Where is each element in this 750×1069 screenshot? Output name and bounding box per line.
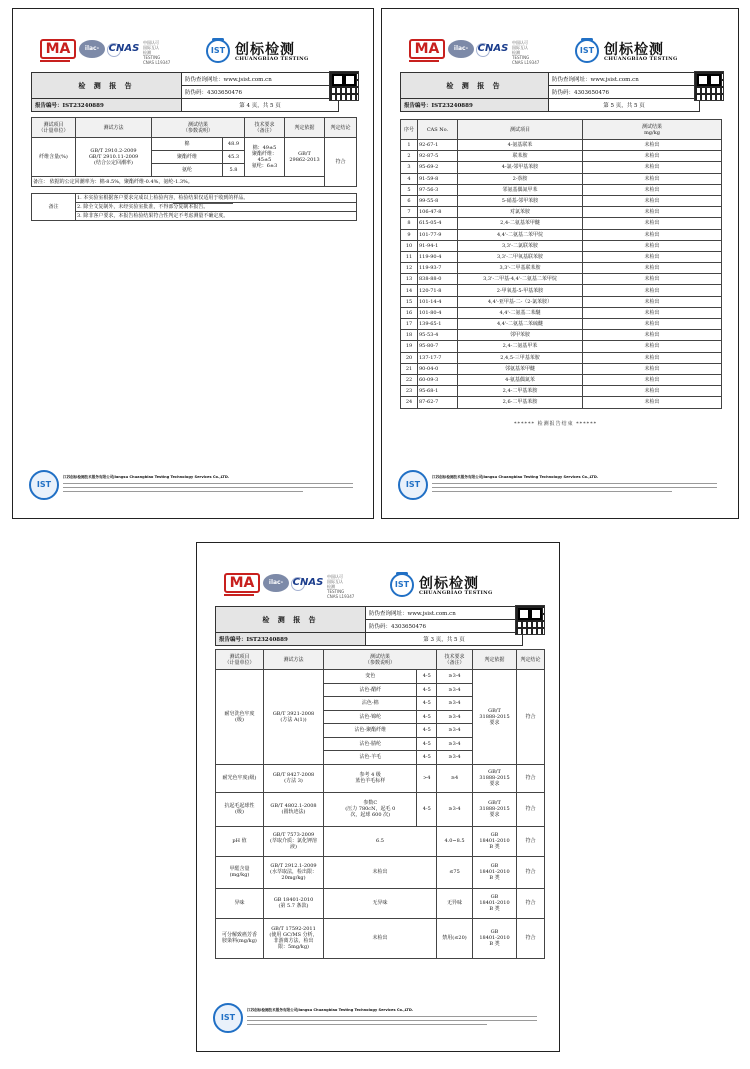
cell-name: 邻氨基偶氮甲苯	[458, 184, 583, 195]
cell-label: 沾色-棉	[324, 697, 417, 711]
test-item: 纤维含量(%)	[32, 138, 76, 177]
ist-logo-icon: IST	[390, 573, 414, 597]
cell-name: 3,3'-二甲氧基联苯胺	[458, 251, 583, 262]
table-row	[401, 363, 722, 374]
company-name-en: CHUANGBIAO TESTING	[419, 590, 493, 596]
qr-code	[515, 605, 545, 635]
cell-req: ≥3-4	[437, 683, 473, 697]
cell-req: ≥3-4	[437, 751, 473, 765]
cell-cas: 139-65-1	[418, 319, 458, 330]
cell-cas: 101-77-9	[418, 229, 458, 240]
footer-company: 江苏创标检测技术服务有限公司Jiangsu Chuangbiao Testing Technology Services Co.,LTD.	[63, 475, 230, 479]
cell-value: 4-5	[417, 751, 437, 765]
cell-cas: 92-67-1	[418, 140, 458, 151]
cell-no: 8	[401, 218, 418, 229]
cnas-caption: 中国认可 国际互认 检测 TESTING CNAS L19347	[512, 40, 540, 65]
cell-result: 未检出	[583, 218, 722, 229]
cell-name: 2-萘胺	[458, 173, 583, 184]
conclusion: 符合	[517, 792, 545, 826]
table-row	[401, 386, 722, 397]
table-row	[401, 184, 722, 195]
cell-name: 4-氯-邻甲基苯胺	[458, 162, 583, 173]
report-page-5	[381, 8, 739, 519]
cell-name: 2,6-二甲基苯胺	[458, 397, 583, 408]
requirement: 棉：49±5 聚酯纤维： 45±5 氨纶：6±3	[245, 138, 285, 177]
cell-value: 4-5	[417, 737, 437, 751]
footer-line	[247, 1020, 537, 1021]
cnas-caption: 中国认可 国际互认 检测 TESTING CNAS L19347	[327, 574, 355, 599]
footer-line	[247, 1016, 537, 1017]
cell-cas: 119-90-4	[418, 251, 458, 262]
param: 参数C (压力 780cN，起毛 0 次，起球 600 次)	[324, 792, 417, 826]
cell-cas: 95-68-1	[418, 386, 458, 397]
cell-result: 未检出	[583, 397, 722, 408]
fiber-value: 5.8	[223, 164, 245, 177]
test-method: GB/T 17592-2011 (使用 GC/MS 分析， 非游离方法，检出 限：5mg/kg)	[264, 918, 324, 958]
cell-label: 沾色-锦纶	[324, 710, 417, 724]
cell-cas: 92-87-5	[418, 151, 458, 162]
basis: GB 18401-2010 B 类	[473, 826, 517, 856]
col-header: 测试项目 （计量单位）	[216, 650, 264, 670]
table-row	[401, 274, 722, 285]
company-name-en: CHUANGBIAO TESTING	[604, 56, 678, 62]
requirement: 4.0~8.5	[437, 826, 473, 856]
cell-req: ≥3-4	[437, 737, 473, 751]
cell-result: 未检出	[583, 296, 722, 307]
cell-value: 4-5	[417, 697, 437, 711]
ilac-mra-logo: ilac-MRA	[448, 40, 474, 58]
fiber-content-table	[31, 117, 357, 221]
cell-result: 未检出	[583, 307, 722, 318]
company-name-cn: 创标检测	[604, 42, 664, 58]
page-number: 第 5 页，共 5 页	[549, 99, 700, 112]
cell-value: 4-5	[417, 724, 437, 738]
requirement: ≥4	[437, 764, 473, 792]
page-header	[382, 9, 738, 70]
report-info-table	[400, 72, 700, 112]
table-row	[401, 285, 722, 296]
result: 6.5	[324, 826, 437, 856]
page-number: 第 4 页，共 5 页	[182, 99, 339, 112]
azo-amine-table	[400, 119, 722, 409]
cell-cas: 90-04-0	[418, 363, 458, 374]
company-name-cn: 创标检测	[235, 42, 295, 58]
report-title: 检 测 报 告	[216, 607, 366, 633]
cell-result: 未检出	[583, 240, 722, 251]
physical-chemical-table	[215, 649, 545, 959]
cnas-logo: CNAS	[107, 39, 141, 59]
cell-cas: 101-14-4	[418, 296, 458, 307]
cell-name: 2,4-二氨基甲苯	[458, 341, 583, 352]
table-row	[401, 195, 722, 206]
cell-no: 21	[401, 363, 418, 374]
col-header: 测试方法	[264, 650, 324, 670]
ilac-mra-logo: ilac-MRA	[79, 40, 105, 58]
report-page-4	[12, 8, 374, 519]
footer-line	[63, 483, 353, 484]
cell-no: 4	[401, 173, 418, 184]
basis: GB 18401-2010 B 类	[473, 918, 517, 958]
cell-label: 沾色-腈纶	[324, 737, 417, 751]
result: >4	[417, 764, 437, 792]
requirement: 禁用(≤20)	[437, 918, 473, 958]
test-item: 异味	[216, 888, 264, 918]
requirement: 无异味	[437, 888, 473, 918]
footer-line	[63, 487, 353, 488]
cell-no: 17	[401, 319, 418, 330]
cell-no: 19	[401, 341, 418, 352]
footer-line	[432, 483, 717, 484]
cell-cas: 97-56-3	[418, 184, 458, 195]
col-header: CAS No.	[418, 120, 458, 140]
conclusion: 符合	[517, 670, 545, 765]
cell-name: 2-甲氧基-5-甲基苯胺	[458, 285, 583, 296]
table-row	[401, 140, 722, 151]
col-header: 判定结论	[517, 650, 545, 670]
cell-name: 2,4-二氨基苯甲醚	[458, 218, 583, 229]
test-item: 抗起毛起球性 (级)	[216, 792, 264, 826]
cnas-logo: CNAS	[291, 573, 325, 593]
page-footer	[394, 470, 724, 504]
logo-underline	[224, 594, 254, 596]
cell-label: 沾色-羊毛	[324, 751, 417, 765]
conclusion: 符合	[517, 888, 545, 918]
col-header: 测试结果 mg/kg	[583, 120, 722, 140]
requirement: ≤75	[437, 856, 473, 888]
cell-cas: 101-80-4	[418, 307, 458, 318]
requirement: ≥3-4	[437, 792, 473, 826]
cell-name: 3,3'-二氯联苯胺	[458, 240, 583, 251]
col-header: 测试项目	[458, 120, 583, 140]
report-title: 检 测 报 告	[401, 73, 549, 99]
cell-cas: 838-88-0	[418, 274, 458, 285]
cell-no: 13	[401, 274, 418, 285]
cell-name: 邻氨基苯甲醚	[458, 363, 583, 374]
page-number: 第 3 页，共 5 页	[366, 633, 523, 646]
test-item: 甲醛含量 (mg/kg)	[216, 856, 264, 888]
note-item: 3. 除非客户要求，本报告检验结果符合性判定不考虑测量不确定度。	[76, 212, 357, 221]
cell-label: 沾色-聚酯纤维	[324, 724, 417, 738]
anti-fake-code: 防伪码：4303650476	[182, 86, 339, 99]
cma-logo: MA	[224, 573, 260, 593]
cell-name: 4-氨基偶氮苯	[458, 374, 583, 385]
conclusion: 符合	[325, 138, 357, 187]
cma-logo: MA	[40, 39, 76, 59]
cell-result: 未检出	[583, 341, 722, 352]
table-row	[401, 307, 722, 318]
col-header: 判定依据	[285, 118, 325, 138]
report-number: 报告编号：IST23240889	[216, 633, 366, 646]
table-row	[401, 240, 722, 251]
col-header: 序号	[401, 120, 418, 140]
cnas-logo: CNAS	[476, 39, 510, 59]
cell-cas: 95-53-4	[418, 330, 458, 341]
cell-result: 未检出	[583, 184, 722, 195]
table-row	[401, 374, 722, 385]
cell-result: 未检出	[583, 263, 722, 274]
col-header: 技术要求 （备注）	[437, 650, 473, 670]
table-row	[401, 319, 722, 330]
remark-line: 备注： 依据的公定回潮率为：棉-8.5%，聚酯纤维-0.4%，氨纶-1.3%。	[32, 177, 325, 187]
cma-logo: MA	[409, 39, 445, 59]
test-item: 耐光色牢度(级)	[216, 764, 264, 792]
cell-result: 未检出	[583, 207, 722, 218]
cell-result: 未检出	[583, 319, 722, 330]
cell-req: ≥3-4	[437, 670, 473, 684]
notes-label: 备注	[32, 194, 76, 221]
anti-fake-code: 防伪码：4303650476	[366, 620, 523, 633]
cell-name: 4,4'-二氨基二苯硫醚	[458, 319, 583, 330]
company-name-cn: 创标检测	[419, 576, 479, 592]
cell-no: 22	[401, 374, 418, 385]
report-title: 检 测 报 告	[32, 73, 182, 99]
table-row	[401, 296, 722, 307]
ist-seal-icon: IST	[398, 470, 428, 500]
basis: GB 18401-2010 B 类	[473, 888, 517, 918]
cell-no: 24	[401, 397, 418, 408]
cell-cas: 87-62-7	[418, 397, 458, 408]
divider	[173, 203, 233, 204]
ist-logo-icon: IST	[206, 39, 230, 63]
table-row	[401, 151, 722, 162]
cell-result: 未检出	[583, 330, 722, 341]
cell-value: 4-5	[417, 710, 437, 724]
test-item: 可分解致癌芳香 胺染料(mg/kg)	[216, 918, 264, 958]
cell-cas: 91-59-8	[418, 173, 458, 184]
table-row	[401, 251, 722, 262]
result: 未检出	[324, 856, 437, 888]
anti-fake-code: 防伪码：4303650476	[549, 86, 700, 99]
cell-result: 未检出	[583, 374, 722, 385]
qr-code	[694, 71, 724, 101]
cell-cas: 95-69-2	[418, 162, 458, 173]
basis: GB/T 31888-2015 要求	[473, 670, 517, 765]
conclusion: 符合	[517, 826, 545, 856]
cell-no: 5	[401, 184, 418, 195]
ist-logo-icon: IST	[575, 39, 599, 63]
cell-req: ≥3-4	[437, 710, 473, 724]
report-page-3	[196, 542, 560, 1052]
cell-cas: 99-55-8	[418, 195, 458, 206]
test-method: GB/T 8427-2008 (方法 3)	[264, 764, 324, 792]
ist-seal-icon: IST	[29, 470, 59, 500]
page-footer	[25, 470, 355, 504]
result: 未检出	[324, 918, 437, 958]
conclusion: 符合	[517, 856, 545, 888]
table-row	[216, 670, 545, 684]
fiber-name: 棉	[152, 138, 223, 151]
logo-underline	[40, 60, 70, 62]
cell-cas: 615-05-4	[418, 218, 458, 229]
cell-req: ≥3-4	[437, 697, 473, 711]
cell-result: 未检出	[583, 229, 722, 240]
qr-code	[329, 71, 359, 101]
query-url: 防伪查询网址：www.jsist.com.cn	[366, 607, 523, 620]
cell-no: 6	[401, 195, 418, 206]
cell-value: 4-5	[417, 683, 437, 697]
report-number: 报告编号：IST23240889	[401, 99, 549, 112]
page-header	[13, 9, 373, 70]
cell-result: 未检出	[583, 352, 722, 363]
fiber-name: 氨纶	[152, 164, 223, 177]
col-header: 技术要求 （备注）	[245, 118, 285, 138]
note-item: 2. 除全文复制外，未经实验室批准，不得部分复制本报告。	[76, 203, 357, 212]
cell-cas: 119-93-7	[418, 263, 458, 274]
query-url: 防伪查询网址：www.jsist.com.cn	[549, 73, 700, 86]
test-method: GB/T 4802.1-2008 (圆轨迹法)	[264, 792, 324, 826]
cell-cas: 106-47-8	[418, 207, 458, 218]
basis: GB/T 31888-2015 要求	[473, 764, 517, 792]
col-header: 测试结果 （参数说明）	[324, 650, 437, 670]
page-header	[197, 543, 559, 604]
cell-no: 3	[401, 162, 418, 173]
cell-no: 18	[401, 330, 418, 341]
cell-name: 4,4'-二氨基二苯醚	[458, 307, 583, 318]
report-number: 报告编号：IST23240889	[32, 99, 182, 112]
fiber-value: 48.9	[223, 138, 245, 151]
cell-no: 20	[401, 352, 418, 363]
fiber-value: 45.3	[223, 151, 245, 164]
fiber-name: 聚酯纤维	[152, 151, 223, 164]
footer-line	[247, 1024, 487, 1025]
cell-no: 14	[401, 285, 418, 296]
cell-name: 邻甲苯胺	[458, 330, 583, 341]
cnas-caption: 中国认可 国际互认 检测 TESTING CNAS L19347	[143, 40, 171, 65]
company-name-en: CHUANGBIAO TESTING	[235, 56, 309, 62]
table-row	[401, 207, 722, 218]
test-method: GB/T 3921-2008 (方法 A(1))	[264, 670, 324, 765]
cell-name: 4,4'-亚甲基-二-（2-氯苯胺）	[458, 296, 583, 307]
ilac-mra-logo: ilac-MRA	[263, 574, 289, 592]
table-row	[401, 173, 722, 184]
footer-line	[63, 491, 303, 492]
cell-result: 未检出	[583, 363, 722, 374]
footer-company: 江苏创标检测技术服务有限公司Jiangsu Chuangbiao Testing Technology Services Co.,LTD.	[432, 475, 599, 479]
cell-name: 2,4,5-三甲基苯胺	[458, 352, 583, 363]
cell-cas: 91-94-1	[418, 240, 458, 251]
table-row	[401, 352, 722, 363]
col-header: 判定结论	[325, 118, 357, 138]
cell-name: 联苯胺	[458, 151, 583, 162]
col-header: 判定依据	[473, 650, 517, 670]
cell-name: 4,4'-二氨基二苯甲烷	[458, 229, 583, 240]
test-method: GB 18401-2010 (第 5.7 条款)	[264, 888, 324, 918]
note-item: 1. 本实验室根据客户要求完成以上检验内容，检验结果仅适用于收到的样品。	[76, 194, 357, 203]
cell-cas: 137-17-7	[418, 352, 458, 363]
footer-company: 江苏创标检测技术服务有限公司Jiangsu Chuangbiao Testing Technology Services Co.,LTD.	[247, 1008, 414, 1012]
cell-no: 15	[401, 296, 418, 307]
page-footer	[209, 1003, 539, 1037]
test-method: GB/T 2912.1-2009 (水萃取法，检出限： 20mg/kg)	[264, 856, 324, 888]
cell-name: 3,3'-二甲基-4,4'-二氨基二苯甲烷	[458, 274, 583, 285]
result: 无异味	[324, 888, 437, 918]
conclusion: 符合	[517, 918, 545, 958]
cell-result: 未检出	[583, 274, 722, 285]
cell-name: 5-硝基-邻甲苯胺	[458, 195, 583, 206]
test-method: GB/T 7573-2009 (萃取介质：氯化钾溶 液)	[264, 826, 324, 856]
col-header: 测试项目 （计量单位）	[32, 118, 76, 138]
col-header: 测试结果 （参数说明）	[152, 118, 245, 138]
cell-cas: 95-80-7	[418, 341, 458, 352]
table-row	[401, 218, 722, 229]
table-row	[401, 341, 722, 352]
test-item: pH 值	[216, 826, 264, 856]
table-row	[401, 330, 722, 341]
cell-result: 未检出	[583, 151, 722, 162]
cell-value: 4-5	[417, 670, 437, 684]
cell-no: 7	[401, 207, 418, 218]
basis: GB/T 31888-2015 要求	[473, 792, 517, 826]
cell-no: 9	[401, 229, 418, 240]
report-info-table	[31, 72, 339, 112]
table-row	[401, 162, 722, 173]
test-item: 耐皂洗色牢度 (级)	[216, 670, 264, 765]
footer-line	[432, 487, 717, 488]
cell-result: 未检出	[583, 162, 722, 173]
cell-no: 12	[401, 263, 418, 274]
cell-name: 对氯苯胺	[458, 207, 583, 218]
cell-name: 3,3'-二甲基联苯胺	[458, 263, 583, 274]
cell-no: 23	[401, 386, 418, 397]
cell-name: 4-氨基联苯	[458, 140, 583, 151]
table-row	[401, 229, 722, 240]
cell-result: 未检出	[583, 140, 722, 151]
cell-no: 16	[401, 307, 418, 318]
table-row	[401, 263, 722, 274]
cell-result: 未检出	[583, 251, 722, 262]
query-url: 防伪查询网址：www.jsist.com.cn	[182, 73, 339, 86]
cell-no: 10	[401, 240, 418, 251]
test-method: GB/T 2910.2-2009 GB/T 2910.11-2009 (结合公定回潮率)	[76, 138, 152, 177]
col-header: 测试方法	[76, 118, 152, 138]
cell-result: 未检出	[583, 195, 722, 206]
cell-no: 1	[401, 140, 418, 151]
report-end-mark: ****** 检测报告结束 ******	[514, 421, 598, 427]
cell-result: 未检出	[583, 386, 722, 397]
cell-req: ≥3-4	[437, 724, 473, 738]
cell-name: 2,4-二甲基苯胺	[458, 386, 583, 397]
cell-label: 沾色-醋纤	[324, 683, 417, 697]
footer-line	[432, 491, 672, 492]
cell-label: 变色	[324, 670, 417, 684]
cell-cas: 120-71-8	[418, 285, 458, 296]
param: 参考 4 级 蓝色羊毛标样	[324, 764, 417, 792]
cell-no: 11	[401, 251, 418, 262]
conclusion: 符合	[517, 764, 545, 792]
cell-result: 未检出	[583, 285, 722, 296]
cell-result: 未检出	[583, 173, 722, 184]
logo-underline	[409, 60, 439, 62]
basis: GB/T 29862-2013	[285, 138, 325, 177]
cell-cas: 60-09-3	[418, 374, 458, 385]
cell-no: 2	[401, 151, 418, 162]
result: 4-5	[417, 792, 437, 826]
ist-seal-icon: IST	[213, 1003, 243, 1033]
report-info-table	[215, 606, 523, 646]
basis: GB 18401-2010 B 类	[473, 856, 517, 888]
table-row	[401, 397, 722, 408]
